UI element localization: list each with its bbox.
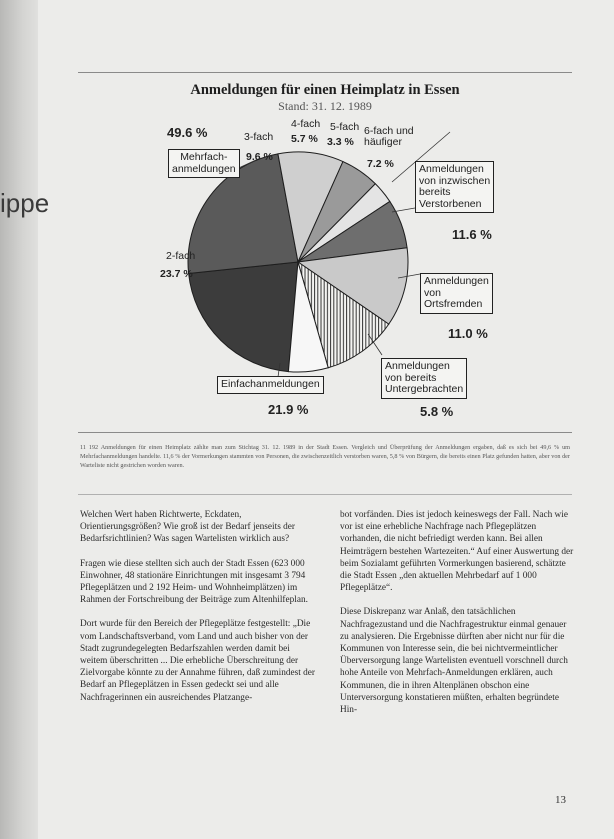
untergebracht-label-line: Untergebrachten bbox=[385, 383, 464, 395]
body-paragraph: Diese Diskrepanz war Anlaß, den tatsächlichen Nachfragezustand und die Nachfragestruktur einmal genauer zu analysieren. Die Ergebnisse dürften aber nicht nur für die Kommunen von Interesse sein, die bei nichtvermeintlicher Überversorgung lange Wartelisten eventuell vorschnell durch hohe Anteile von Mehrfach-Anmeldungen erklären, auch Kommunen, die in ihren Altenplänen obschon eine Unterversorgung konstatieren müßten, erhalten begründete Hin- bbox=[340, 607, 568, 716]
vier-fach-percent: 5.7 % bbox=[291, 133, 318, 145]
verstorben-label-line: Anmeldungen bbox=[419, 163, 484, 175]
caption-rule bbox=[78, 432, 572, 433]
ortsfremd-percent: 11.0 % bbox=[448, 326, 488, 341]
einfach-label-box: Einfachanmeldungen bbox=[217, 376, 324, 394]
mehrfach-percent: 49.6 % bbox=[167, 125, 208, 140]
verstorben-label-box bbox=[415, 161, 494, 213]
untergebracht-percent: 5.8 % bbox=[420, 404, 454, 419]
fuenf-fach-percent: 3.3 % bbox=[327, 136, 354, 148]
body-paragraph: Dort wurde für den Bereich der Pflegeplätze festgestellt: „Die vom Landschaftsverband, vom Land und auch bisher von der Stadt zugrundegelegten Bedarfszahlen werden damit bei weitem überschritten ... Die erhebliche Überschreitung der Zielvorgabe könnte zu der Annahme führen, daß zumindest der Bedarf an Pflegeplätzen in Essen gedeckt sei und alle Nachfragerinnen ein ausreichendes Platzange- bbox=[80, 619, 316, 703]
chart-title: Anmeldungen für einen Heimplatz in Essen bbox=[190, 82, 460, 98]
ortsfremd-label-line: Anmeldungen bbox=[424, 275, 489, 287]
pie-slice-einfach bbox=[189, 262, 298, 372]
body-column-left bbox=[80, 509, 315, 716]
figure-caption: 11 192 Anmeldungen für einen Heimplatz zählte man zum Stichtag 31. 12. 1989 in der Stadt Essen. Vergleich und Überprüfung der Anmeldungen ergaben, daß es sich bei 49,6 % um Mehrfachanmeldungen handelte. 11,6 % der Vormerkungen stammten von Personen, die zwischenzeitlich verstorben waren, 5,8 % von Bürgern, die bereits einen Platz gefunden hatten, aber von der Warteliste nicht gestrichen worden waren. bbox=[80, 444, 570, 469]
sechs-fach-label bbox=[364, 126, 414, 148]
verstorben-percent: 11.6 % bbox=[452, 227, 492, 242]
mehrfach-label-line: anmeldungen bbox=[172, 162, 236, 175]
body-paragraph: Fragen wie diese stellten sich auch der Stadt Essen (623 000 Einwohner, 48 stationäre Einrichtungen mit insgesamt 3 794 Pflegeplätzen und 2 192 Heim- und Wohnheimplätzen) im Rahmen der Fortschreibung der Beiträge zum Altenhilfeplan. bbox=[80, 558, 308, 606]
body-rule bbox=[78, 494, 572, 495]
facing-page-fragment: ippe bbox=[0, 188, 50, 218]
mehrfach-label-box bbox=[168, 149, 240, 178]
body-paragraph: bot vorfänden. Dies ist jedoch keineswegs der Fall. Nach wie vor ist eine erhebliche Nachfrage nach Pflegeplätzen vorhanden, die nicht befriedigt werden kann. Bei allen Heimträgern bestehen Wartezeiten.“ Auf einer Auswertung der beim Sozialamt geführten Vormerkungen basierend, schätzte die Stadt Essen „den aktuellen Mehrbedarf auf 1 000 Pflegeplätze“. bbox=[340, 510, 574, 594]
page-number: 13 bbox=[555, 794, 566, 806]
drei-fach-label: 3-fach bbox=[244, 131, 274, 143]
vier-fach-label: 4-fach bbox=[291, 118, 321, 130]
zwei-fach-percent: 23.7 % bbox=[160, 268, 193, 280]
body-paragraph: Welchen Wert haben Richtwerte, Eckdaten, Orientierungsgrößen? Wie groß ist der Bedarf jenseits der Bedarfsrichtlinien? Was sagen Wartelisten wirklich aus? bbox=[80, 510, 296, 545]
einfach-percent: 21.9 % bbox=[268, 402, 309, 417]
fuenf-fach-label: 5-fach bbox=[330, 121, 360, 133]
verstorben-label-line: Verstorbenen bbox=[419, 197, 482, 210]
chart-subtitle: Stand: 31. 12. 1989 bbox=[278, 99, 372, 113]
untergebracht-label-line: von bereits bbox=[385, 371, 437, 384]
ortsfremd-label-box bbox=[420, 273, 493, 314]
sechs-fach-label-line: 6-fach und bbox=[364, 125, 414, 137]
sechs-fach-label-line: häufiger bbox=[364, 136, 402, 148]
untergebracht-label-box bbox=[381, 358, 467, 399]
ortsfremd-label-line: von bbox=[424, 286, 441, 299]
mehrfach-label-line: Mehrfach- bbox=[180, 151, 228, 163]
untergebracht-label-line: Anmeldungen bbox=[385, 360, 450, 372]
sechs-fach-percent: 7.2 % bbox=[367, 158, 394, 170]
ortsfremd-label-line: Ortsfremden bbox=[424, 298, 483, 310]
verstorben-label-line: von inzwischen bbox=[419, 174, 491, 187]
zwei-fach-label: 2-fach bbox=[166, 250, 196, 262]
verstorben-label-line: bereits bbox=[419, 186, 451, 198]
drei-fach-percent: 9.6 % bbox=[246, 151, 273, 163]
body-column-right bbox=[340, 509, 575, 728]
